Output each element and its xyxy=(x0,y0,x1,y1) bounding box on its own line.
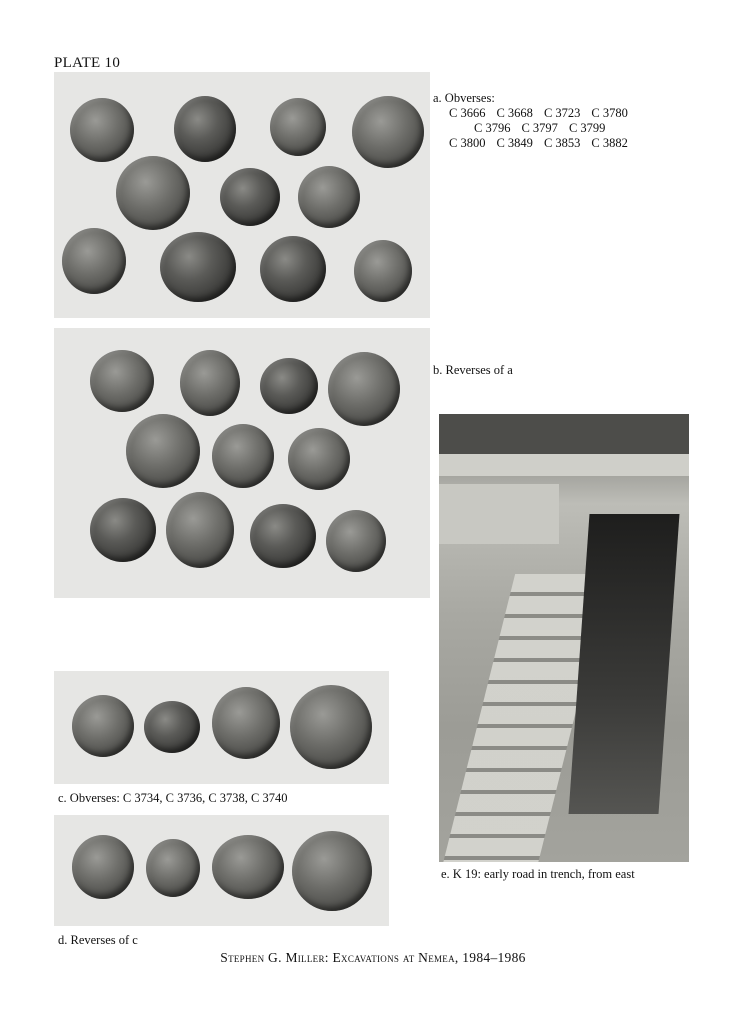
caption-d: d. Reverses of c xyxy=(58,933,138,947)
coin xyxy=(116,156,190,230)
coin xyxy=(90,498,156,562)
photo-d-reverses xyxy=(54,815,389,926)
coin xyxy=(180,350,240,416)
coin xyxy=(326,510,386,572)
catalog-number: C 3796 xyxy=(474,121,511,135)
coin xyxy=(166,492,234,568)
catalog-number: C 3668 xyxy=(496,106,533,120)
caption-b: b. Reverses of a xyxy=(433,363,513,377)
caption-e: e. K 19: early road in trench, from east xyxy=(441,867,635,881)
coin xyxy=(250,504,316,568)
catalog-number: C 3797 xyxy=(521,121,558,135)
catalog-number: C 3853 xyxy=(543,136,581,150)
trench-ground xyxy=(439,484,559,544)
coin xyxy=(292,831,372,911)
coin xyxy=(298,166,360,228)
coin xyxy=(212,424,274,488)
coin xyxy=(288,428,350,490)
coin xyxy=(72,695,134,757)
photo-c-obverses xyxy=(54,671,389,784)
coin xyxy=(90,350,154,412)
catalog-line-1 xyxy=(433,106,628,121)
coin xyxy=(72,835,134,899)
page-footer: Stephen G. Miller: Excavations at Nemea, 1984–1986 xyxy=(220,950,526,965)
coin xyxy=(144,701,200,753)
trench-upper-wall xyxy=(439,454,689,476)
catalog-number: C 3800 xyxy=(449,136,486,150)
coin xyxy=(220,168,280,226)
caption-a xyxy=(433,91,628,151)
catalog-line-3 xyxy=(433,136,628,151)
coin xyxy=(126,414,200,488)
coin xyxy=(270,98,326,156)
trench-background-shadow xyxy=(439,414,689,454)
coin xyxy=(174,96,236,162)
photo-e-trench xyxy=(439,414,689,862)
coin xyxy=(62,228,126,294)
photo-a-obverses xyxy=(54,72,430,318)
catalog-number: C 3666 xyxy=(449,106,486,120)
coin xyxy=(70,98,134,162)
coin xyxy=(260,358,318,414)
caption-c: c. Obverses: C 3734, C 3736, C 3738, C 3740 xyxy=(58,791,288,805)
caption-a-label: a. Obverses: xyxy=(433,91,495,105)
catalog-number: C 3723 xyxy=(543,106,581,120)
coin xyxy=(328,352,400,426)
coin xyxy=(212,835,284,899)
coin xyxy=(146,839,200,897)
coin xyxy=(290,685,372,769)
trench-pit xyxy=(569,514,680,814)
catalog-number: C 3882 xyxy=(591,136,628,150)
catalog-line-2 xyxy=(433,121,628,136)
coin xyxy=(212,687,280,759)
catalog-number: C 3849 xyxy=(496,136,533,150)
coin xyxy=(260,236,326,302)
coin xyxy=(354,240,412,302)
catalog-number: C 3799 xyxy=(568,121,606,135)
plate-title: PLATE 10 xyxy=(54,55,121,71)
photo-b-reverses xyxy=(54,328,430,598)
coin xyxy=(160,232,236,302)
catalog-number: C 3780 xyxy=(591,106,628,120)
coin xyxy=(352,96,424,168)
